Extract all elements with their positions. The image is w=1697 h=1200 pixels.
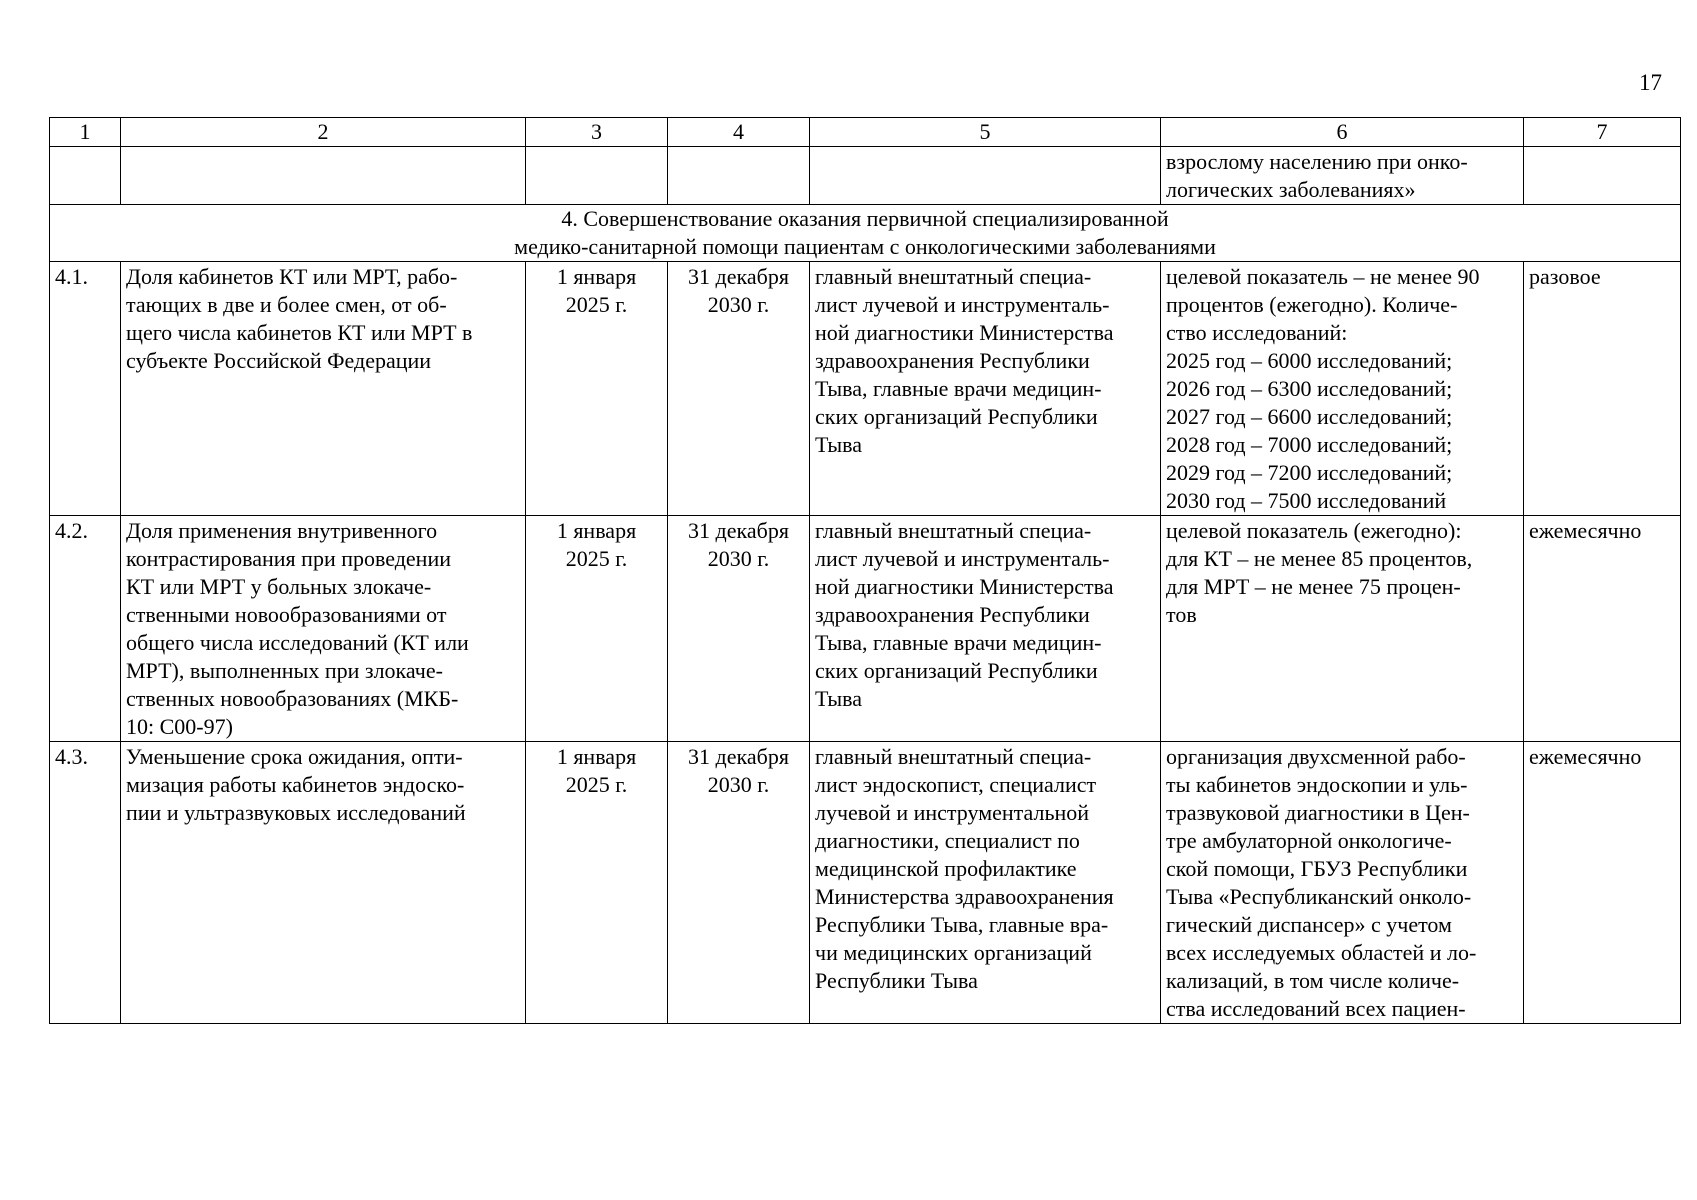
responsible: главный внештатный специа- лист лучевой и инструменталь- ной диагностики Министерства здравоохранения Республики Тыва, главные врачи медицин- ских организаций Республики Тыва [810,262,1161,516]
start-date: 1 января 2025 г. [526,262,668,516]
measure-name: Доля кабинетов КТ или МРТ, рабо- тающих в две и более смен, от об- щего числа кабинетов КТ или МРТ в субъекте Российской Федерации [121,262,526,516]
row-number: 4.3. [50,742,121,1024]
column-number: 7 [1524,118,1681,147]
page-number: 17 [1639,70,1662,95]
section-title: 4. Совершенствование оказания первичной специализированной медико-санитарной помощи пациентам с онкологическими заболеваниями [50,205,1681,262]
empty-cell [526,147,668,205]
continuation-result-cell: взрослому населению при онко- логических заболеваниях» [1161,147,1524,205]
empty-cell [810,147,1161,205]
empty-cell [1524,147,1681,205]
end-date: 31 декабря 2030 г. [668,516,810,742]
frequency: ежемесячно [1524,516,1681,742]
table-row [50,742,1681,1024]
expected-result: организация двухсменной рабо- ты кабинетов эндоскопии и уль- тразвуковой диагностики в Цен- тре амбулаторной онкологиче- ской помощи, ГБУЗ Республики Тыва «Республиканский онколо- гический диспансер» с учетом всех исследуемых областей и ло- кализаций, в том числе количе- ства исследований всех пациен- [1161,742,1524,1024]
column-number: 5 [810,118,1161,147]
expected-result: целевой показатель – не менее 90 процентов (ежегодно). Количе- ство исследований: 2025 год – 6000 исследований; 2026 год – 6300 исследований; 2027 год – 6600 исследований; 2028 год – 7000 исследований; 2029 год – 7200 исследований; 2030 год – 7500 исследований [1161,262,1524,516]
end-date: 31 декабря 2030 г. [668,742,810,1024]
frequency: ежемесячно [1524,742,1681,1024]
expected-result: целевой показатель (ежегодно): для КТ – не менее 85 процентов, для МРТ – не менее 75 процен- тов [1161,516,1524,742]
column-number: 4 [668,118,810,147]
table-row [50,516,1681,742]
measures-table [49,117,1681,1024]
responsible: главный внештатный специа- лист лучевой и инструменталь- ной диагностики Министерства здравоохранения Республики Тыва, главные врачи медицин- ских организаций Республики Тыва [810,516,1161,742]
column-number: 3 [526,118,668,147]
empty-cell [50,147,121,205]
start-date: 1 января 2025 г. [526,742,668,1024]
continuation-row [50,147,1681,205]
measure-name: Уменьшение срока ожидания, опти- мизация работы кабинетов эндоско- пии и ультразвуковых исследований [121,742,526,1024]
row-number: 4.2. [50,516,121,742]
empty-cell [121,147,526,205]
column-number-row [50,118,1681,147]
column-number: 6 [1161,118,1524,147]
row-number: 4.1. [50,262,121,516]
measure-name: Доля применения внутривенного контрастирования при проведении КТ или МРТ у больных злокаче- ственными новообразованиями от общего числа исследований (КТ или МРТ), выполненных при злокаче- ственных новообразованиях (МКБ- 10: С00-97) [121,516,526,742]
section-header-row [50,205,1681,262]
column-number: 2 [121,118,526,147]
end-date: 31 декабря 2030 г. [668,262,810,516]
table-row [50,262,1681,516]
responsible: главный внештатный специа- лист эндоскопист, специалист лучевой и инструментальной диагностики, специалист по медицинской профилактике Министерства здравоохранения Республики Тыва, главные вра- чи медицинских организаций Республики Тыва [810,742,1161,1024]
start-date: 1 января 2025 г. [526,516,668,742]
empty-cell [668,147,810,205]
frequency: разовое [1524,262,1681,516]
column-number: 1 [50,118,121,147]
